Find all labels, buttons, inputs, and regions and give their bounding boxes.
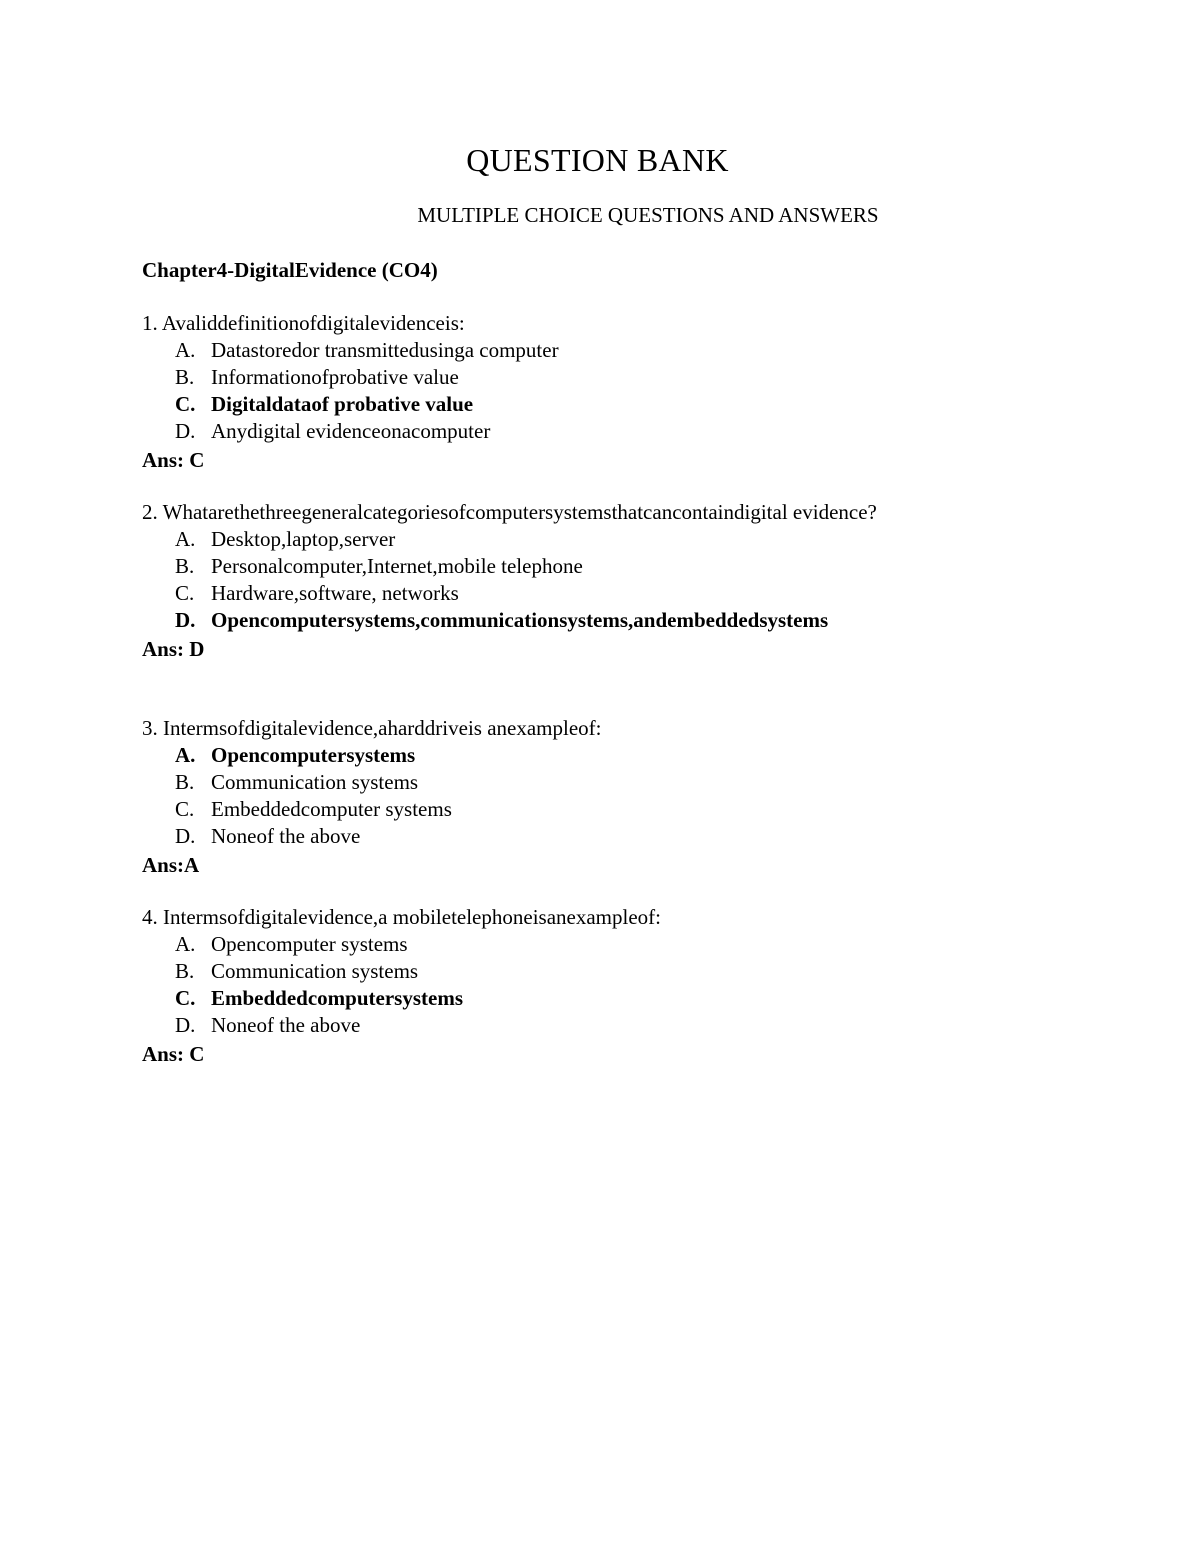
option-d-correct xyxy=(142,607,902,634)
page-title: QUESTION BANK xyxy=(466,142,729,178)
question-4 xyxy=(142,904,902,1068)
option-text: Informationofprobative value xyxy=(211,365,459,389)
option-text: Datastoredor transmittedusinga computer xyxy=(211,338,559,362)
option-text: Personalcomputer,Internet,mobile telephone xyxy=(211,554,583,578)
option-d xyxy=(142,823,902,850)
answer-key: Ans:A xyxy=(142,853,200,877)
question-3 xyxy=(142,715,902,879)
option-d xyxy=(142,1012,902,1039)
option-letter: A. xyxy=(175,527,196,551)
question-text: 4. Intermsofdigitalevidence,a mobiletelephoneisanexampleof: xyxy=(142,905,661,929)
option-list xyxy=(142,526,902,634)
option-letter: C. xyxy=(175,581,195,605)
option-letter: C. xyxy=(175,797,195,821)
option-letter: B. xyxy=(175,959,195,983)
option-list xyxy=(142,742,902,850)
question-text: 2. Whatarethethreegeneralcategoriesofcomputersystemsthatcancontaindigital evidence? xyxy=(142,500,877,524)
option-text: Hardware,software, networks xyxy=(211,581,459,605)
option-c-correct xyxy=(142,985,902,1012)
option-text: Embeddedcomputer systems xyxy=(211,797,452,821)
option-text: Embeddedcomputersystems xyxy=(211,986,463,1010)
option-a-correct xyxy=(142,742,902,769)
option-letter: D. xyxy=(175,608,196,632)
option-a xyxy=(142,931,902,958)
option-b xyxy=(142,553,902,580)
chapter-heading: Chapter4-DigitalEvidence (CO4) xyxy=(142,258,438,282)
option-letter: A. xyxy=(175,932,196,956)
option-letter: C. xyxy=(175,392,196,416)
option-letter: B. xyxy=(175,770,195,794)
option-a xyxy=(142,526,902,553)
option-letter: D. xyxy=(175,824,196,848)
question-1 xyxy=(142,310,902,474)
option-c xyxy=(142,796,902,823)
option-letter: B. xyxy=(175,554,195,578)
option-letter: A. xyxy=(175,338,196,362)
option-c xyxy=(142,580,902,607)
option-letter: C. xyxy=(175,986,196,1010)
option-list xyxy=(142,337,902,445)
option-text: Noneof the above xyxy=(211,1013,361,1037)
option-letter: A. xyxy=(175,743,196,767)
page-subtitle: MULTIPLE CHOICE QUESTIONS AND ANSWERS xyxy=(417,203,879,227)
question-text: 3. Intermsofdigitalevidence,aharddriveis anexampleof: xyxy=(142,716,602,740)
question-2 xyxy=(142,499,902,663)
option-text: Communication systems xyxy=(211,959,419,983)
option-c-correct xyxy=(142,391,902,418)
option-a xyxy=(142,337,902,364)
option-text: Noneof the above xyxy=(211,824,361,848)
option-list xyxy=(142,931,902,1039)
option-text: Digitaldataof probative value xyxy=(211,392,474,416)
option-letter: D. xyxy=(175,1013,196,1037)
answer-key: Ans: C xyxy=(142,448,205,472)
option-text: Opencomputer systems xyxy=(211,932,408,956)
option-b xyxy=(142,958,902,985)
option-b xyxy=(142,364,902,391)
option-text: Opencomputersystems xyxy=(211,743,416,767)
option-letter: B. xyxy=(175,365,195,389)
option-text: Desktop,laptop,server xyxy=(211,527,396,551)
question-text: 1. Avaliddefinitionofdigitalevidenceis: xyxy=(142,311,465,335)
option-b xyxy=(142,769,902,796)
answer-key: Ans: C xyxy=(142,1042,205,1066)
answer-key: Ans: D xyxy=(142,637,205,661)
option-text: Opencomputersystems,communicationsystems,andembeddedsystems xyxy=(211,608,829,632)
option-letter: D. xyxy=(175,419,196,443)
option-text: Communication systems xyxy=(211,770,419,794)
option-d xyxy=(142,418,902,445)
option-text: Anydigital evidenceonacomputer xyxy=(211,419,491,443)
